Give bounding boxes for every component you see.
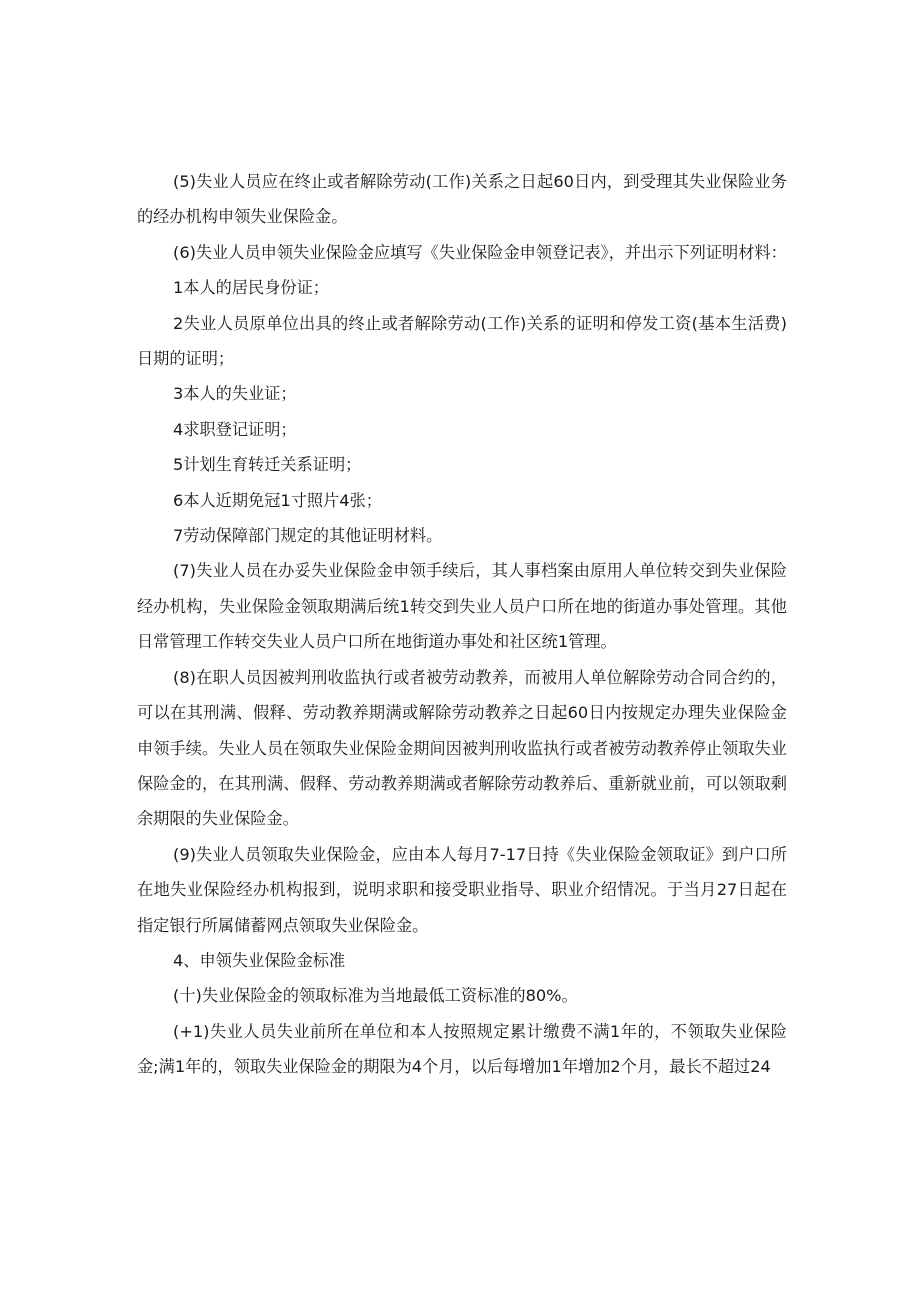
list-item-2: 2失业人员原单位出具的终止或者解除劳动(工作)关系的证明和停发工资(基本生活费)日期的证明；	[137, 313, 787, 369]
paragraph-9: (9)失业人员领取失业保险金，应由本人每月7-17日持《失业保险金领取证》到户口所在地失业保险经办机构报到，说明求职和接受职业指导、职业介绍情况。于当月27日起在指定银行所属储蓄网点领取失业保险金。	[137, 844, 787, 935]
list-item-4: 4求职登记证明；	[173, 419, 297, 439]
section-heading-4: 4、申领失业保险金标准	[173, 950, 346, 970]
list-item-6: 6本人近期免冠1寸照片4张；	[173, 490, 382, 510]
document-body	[137, 164, 787, 1085]
paragraph-5: (5)失业人员应在终止或者解除劳动(工作)关系之日起60日内，到受理其失业保险业务的经办机构申领失业保险金。	[137, 172, 787, 227]
list-item-1: 1本人的居民身份证；	[173, 278, 329, 298]
paragraph-11: (+1)失业人员失业前所在单位和本人按照规定累计缴费不满1年的，不领取失业保险金;满1年的，领取失业保险金的期限为4个月，以后每增加1年增加2个月，最长不超过24	[137, 1021, 787, 1077]
paragraph-7: (7)失业人员在办妥失业保险金申领手续后，其人事档案由原用人单位转交到失业保险经办机构，失业保险金领取期满后统1转交到失业人员户口所在地的街道办事处管理。其他日常管理工作转交失业人员户口所在地街道办事处和社区统1管理。	[137, 561, 787, 652]
list-item-7: 7劳动保障部门规定的其他证明材料。	[173, 526, 443, 546]
list-item-5: 5计划生育转迁关系证明；	[173, 455, 362, 475]
paragraph-8: (8)在职人员因被判刑收监执行或者被劳动教养，而被用人单位解除劳动合同合约的，可以在其刑满、假释、劳动教养期满或解除劳动教养之日起60日内按规定办理失业保险金申领手续。失业人员在领取失业保险金期间因被判刑收监执行或者被劳动教养停止领取失业保险金的，在其刑满、假释、劳动教养期满或者解除劳动教养后、重新就业前，可以领取剩余期限的失业保险金。	[137, 667, 787, 829]
paragraph-10: (十)失业保险金的领取标准为当地最低工资标准的80%。	[173, 986, 578, 1006]
list-item-3: 3本人的失业证；	[173, 384, 297, 404]
paragraph-6: (6)失业人员申领失业保险金应填写《失业保险金申领登记表》，并出示下列证明材料：	[173, 242, 787, 262]
